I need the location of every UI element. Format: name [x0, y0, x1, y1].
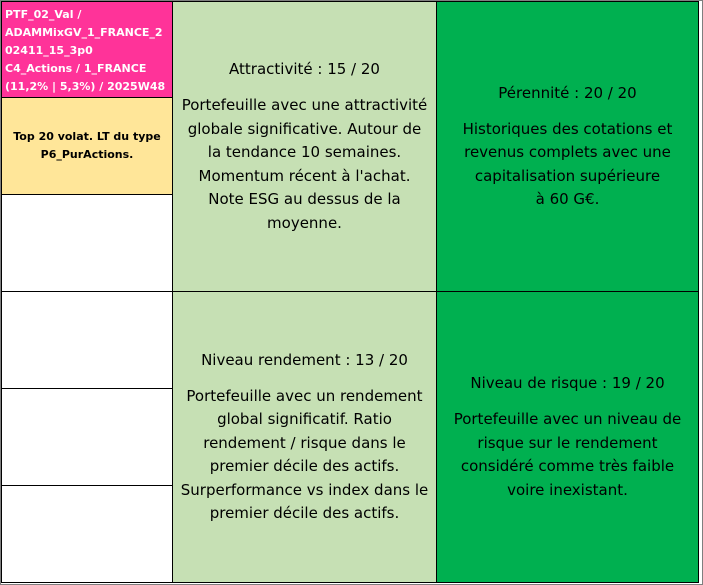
rendement-card	[172, 291, 437, 583]
risque-title: Niveau de risque : 19 / 20	[470, 374, 665, 392]
portfolio-id-line: 02411_15_3p0	[5, 44, 93, 57]
risque-card	[436, 291, 699, 583]
perennite-title: Pérennité : 20 / 20	[498, 83, 637, 102]
attractivite-title: Attractivité : 15 / 20	[229, 60, 380, 78]
empty-cell	[1, 291, 173, 389]
portfolio-id-line: C4_Actions / 1_FRANCE	[5, 62, 147, 75]
portfolio-id-cell	[1, 1, 173, 98]
rendement-text: Portefeuille avec un rendement global significatif. Ratio rendement / risque dans le premier décile des actifs. Surperformance vs index dans le premier décile des actifs.	[180, 386, 429, 522]
attractivite-text: Portefeuille avec une attractivité globale significative. Autour de la tendance 10 semaines. Momentum récent à l'achat. Note ESG au dessus de la moyenne.	[181, 96, 428, 232]
portfolio-type-line: P6_PurActions.	[40, 148, 134, 161]
portfolio-id-line: (11,2% | 5,3%) / 2025W48	[5, 80, 166, 93]
empty-cell	[1, 388, 173, 486]
empty-cell	[1, 485, 173, 583]
portfolio-id-line: PTF_02_Val /	[5, 8, 82, 21]
portfolio-id-line: ADAMMixGV_1_FRANCE_2	[5, 26, 163, 39]
perennite-text: Historiques des cotations et revenus complets avec une capitalisation supérieure à 60 G€.	[462, 119, 673, 208]
portfolio-type-cell	[1, 97, 173, 195]
attractivite-card	[172, 1, 437, 292]
rendement-title: Niveau rendement : 13 / 20	[201, 350, 408, 369]
perennite-card	[436, 1, 699, 292]
portfolio-type-line: Top 20 volat. LT du type	[13, 130, 161, 143]
empty-cell	[1, 194, 173, 292]
risque-text: Portefeuille avec un niveau de risque sur le rendement considéré comme très faible voire inexistant.	[453, 410, 682, 499]
